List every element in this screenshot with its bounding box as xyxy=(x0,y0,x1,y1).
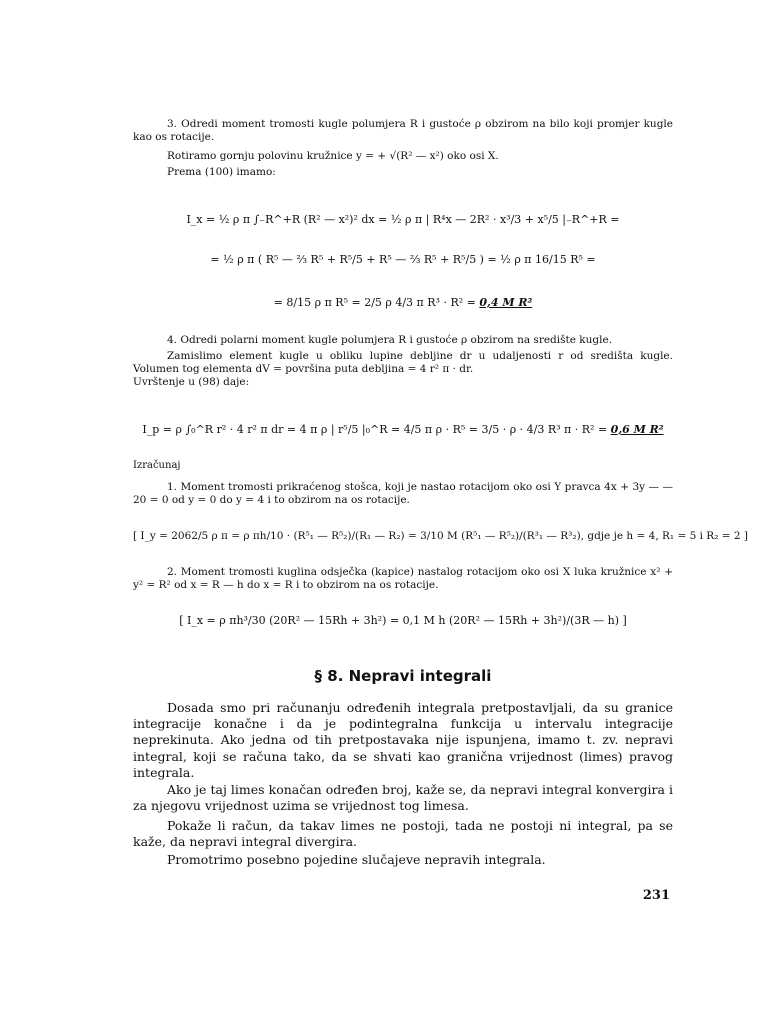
section-paragraph-1: Dosada smo pri računanju određenih integrala pretpostavljali, da su granice integracije konačne i da je podintegralna funkcija u intervalu integracije neprekinuta. Ako jedna od tih pretpostavaka nije ispunjena, imamo t. zv. nepravi integral, koji se računa tako, da se shvati kao granična vrijednost (limes) pravog integrala. xyxy=(133,700,673,780)
equation-ix-line3 xyxy=(133,296,673,309)
equation-ix-result: 0,4 M R² xyxy=(479,296,533,309)
problem-3-rotation: Rotiramo gornju polovinu kružnice y = + √(R² — x²) oko osi X. xyxy=(167,150,499,162)
exercise-2-answer: [ I_x = ρ πh³/30 (20R² — 15Rh + 3h²) = 0,1 M h (20R² — 15Rh + 3h²)/(3R — h) ] xyxy=(179,614,627,627)
problem-4-intro: Uvrštenje u (98) daje: xyxy=(133,376,250,388)
exercise-1-statement: 1. Moment tromosti prikraćenog stošca, koji je nastao rotacijom oko osi Y pravca 4x + 3y — — 20 = 0 od y = 0 do y = 4 i to obzirom na os rotacije. xyxy=(133,481,673,506)
exercise-2 xyxy=(133,566,673,592)
problem-4-statement: 4. Odredi polarni moment kugle polumjera R i gustoće ρ obzirom na središte kugle. xyxy=(167,334,613,346)
section-paragraph-4: Promotrimo posebno pojedine slučajeve nepravih integrala. xyxy=(167,852,546,867)
equation-ix-line1: I_x = ½ ρ π ∫₋R^+R (R² — x²)² dx = ½ ρ π | R⁴x — 2R² · x³/3 + x⁵/5 |₋R^+R = xyxy=(186,213,620,226)
problem-3-intro: Prema (100) imamo: xyxy=(167,166,276,178)
problem-3 xyxy=(133,118,673,179)
exercises-heading: Izračunaj xyxy=(133,460,181,471)
equation-ix-line2: = ½ ρ π ( R⁵ — ⅔ R⁵ + R⁵/5 + R⁵ — ⅔ R⁵ + R⁵/5 ) = ½ ρ π 16/15 R⁵ = xyxy=(210,253,596,266)
equation-ip xyxy=(133,423,673,436)
exercise-1-answer: [ I_y = 2062/5 ρ π = ρ πh/10 · (R⁵₁ — R⁵₂)/(R₁ — R₂) = 3/10 M (R⁵₁ — R⁵₂)/(R³₁ — R³₂), gdje je h = 4, R₁ = 5 i R₂ = 2 ] xyxy=(133,530,749,542)
section-paragraph-2: Ako je taj limes konačan određen broj, kaže se, da nepravi integral konvergira i za njegovu vrijednost uzima se vrijednost tog limesa. xyxy=(133,782,673,814)
equation-ip-result: 0,6 M R² xyxy=(610,423,664,436)
equation-ip-expression: I_p = ρ ∫₀^R r² · 4 r² π dr = 4 π ρ | r⁵/5 |₀^R = 4/5 π ρ · R⁵ = 3/5 · ρ · 4/3 R³ π · R² = xyxy=(142,423,611,436)
equation-ix-expression: = 8/15 ρ π R⁵ = 2/5 ρ 4/3 π R³ · R² = xyxy=(273,296,480,309)
section-title: § 8. Nepravi integrali xyxy=(314,667,492,685)
problem-4-element: Zamislimo element kugle u obliku lupine debljine dr u udaljenosti r od središta kugle. Volumen tog elementa dV = površina puta debljina = 4 r² π · dr. xyxy=(133,350,673,375)
page-number: 231 xyxy=(642,888,670,903)
exercise-2-statement: 2. Moment tromosti kuglina odsječka (kapice) nastalog rotacijom oko osi X luka kružnice x² + y² = R² od x = R — h do x = R i to obzirom na os rotacije. xyxy=(133,566,673,591)
problem-3-statement: 3. Odredi moment tromosti kugle polumjera R i gustoće ρ obzirom na bilo koji promjer kugle kao os rotacije. xyxy=(133,118,673,143)
problem-4 xyxy=(133,334,673,389)
exercise-1 xyxy=(133,481,673,507)
section-paragraph-3: Pokaže li račun, da takav limes ne postoji, tada ne postoji ni integral, pa se kaže, da nepravi integral divergira. xyxy=(133,818,673,850)
